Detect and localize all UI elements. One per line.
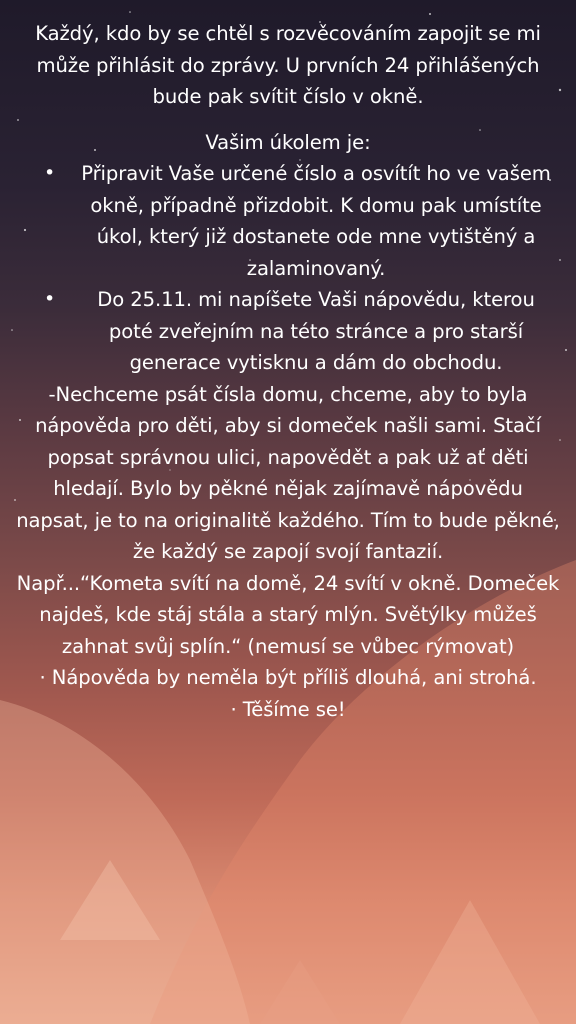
closing-paragraph: · Těšíme se!: [230, 697, 346, 721]
list-item: [14, 158, 562, 284]
list-item: [14, 284, 562, 379]
intro-paragraph: Každý, kdo by se chtěl s rozvěcováním zapojit se mi může přihlásit do zprávy. U prvních 24 přihlášených bude pak svítit číslo v okně.: [35, 22, 541, 108]
note-paragraph: -Nechceme psát čísla domu, chceme, aby to byla nápověda pro děti, aby si domeček našli sami. Stačí popsat správnou ulici, napovědět a pak už ať děti hledají. Bylo by pěkné nějak zajímavě nápovědu napsat, je to na originalitě každého. Tím to bude pěkné, že každý se zapojí svojí fantazií.: [16, 382, 560, 563]
bullet-icon: •: [44, 162, 56, 184]
rule-paragraph: · Nápověda by neměla být příliš dlouhá, ani strohá.: [39, 666, 537, 689]
task-text: Připravit Vaše určené číslo a osvítít ho ve vašem okně, případně přizdobit. K domu pak umístíte úkol, který již dostanete ode mne vytištěný a zalaminovaný.: [81, 162, 551, 280]
task-heading: Vašim úkolem je:: [205, 130, 371, 154]
task-text: Do 25.11. mi napíšete Vaši nápovědu, kterou poté zveřejním na této stránce a pro starší generace vytisknu a dám do obchodu.: [97, 288, 535, 374]
task-list: [14, 158, 562, 379]
bullet-icon: •: [44, 288, 56, 310]
example-paragraph: Např...“Kometa svítí na domě, 24 svítí v okně. Domeček najdeš, kde stáj stála a starý mlýn. Světýlky můžeš zahnat svůj splín.“ (nemusí se vůbec rýmovat): [16, 571, 560, 658]
